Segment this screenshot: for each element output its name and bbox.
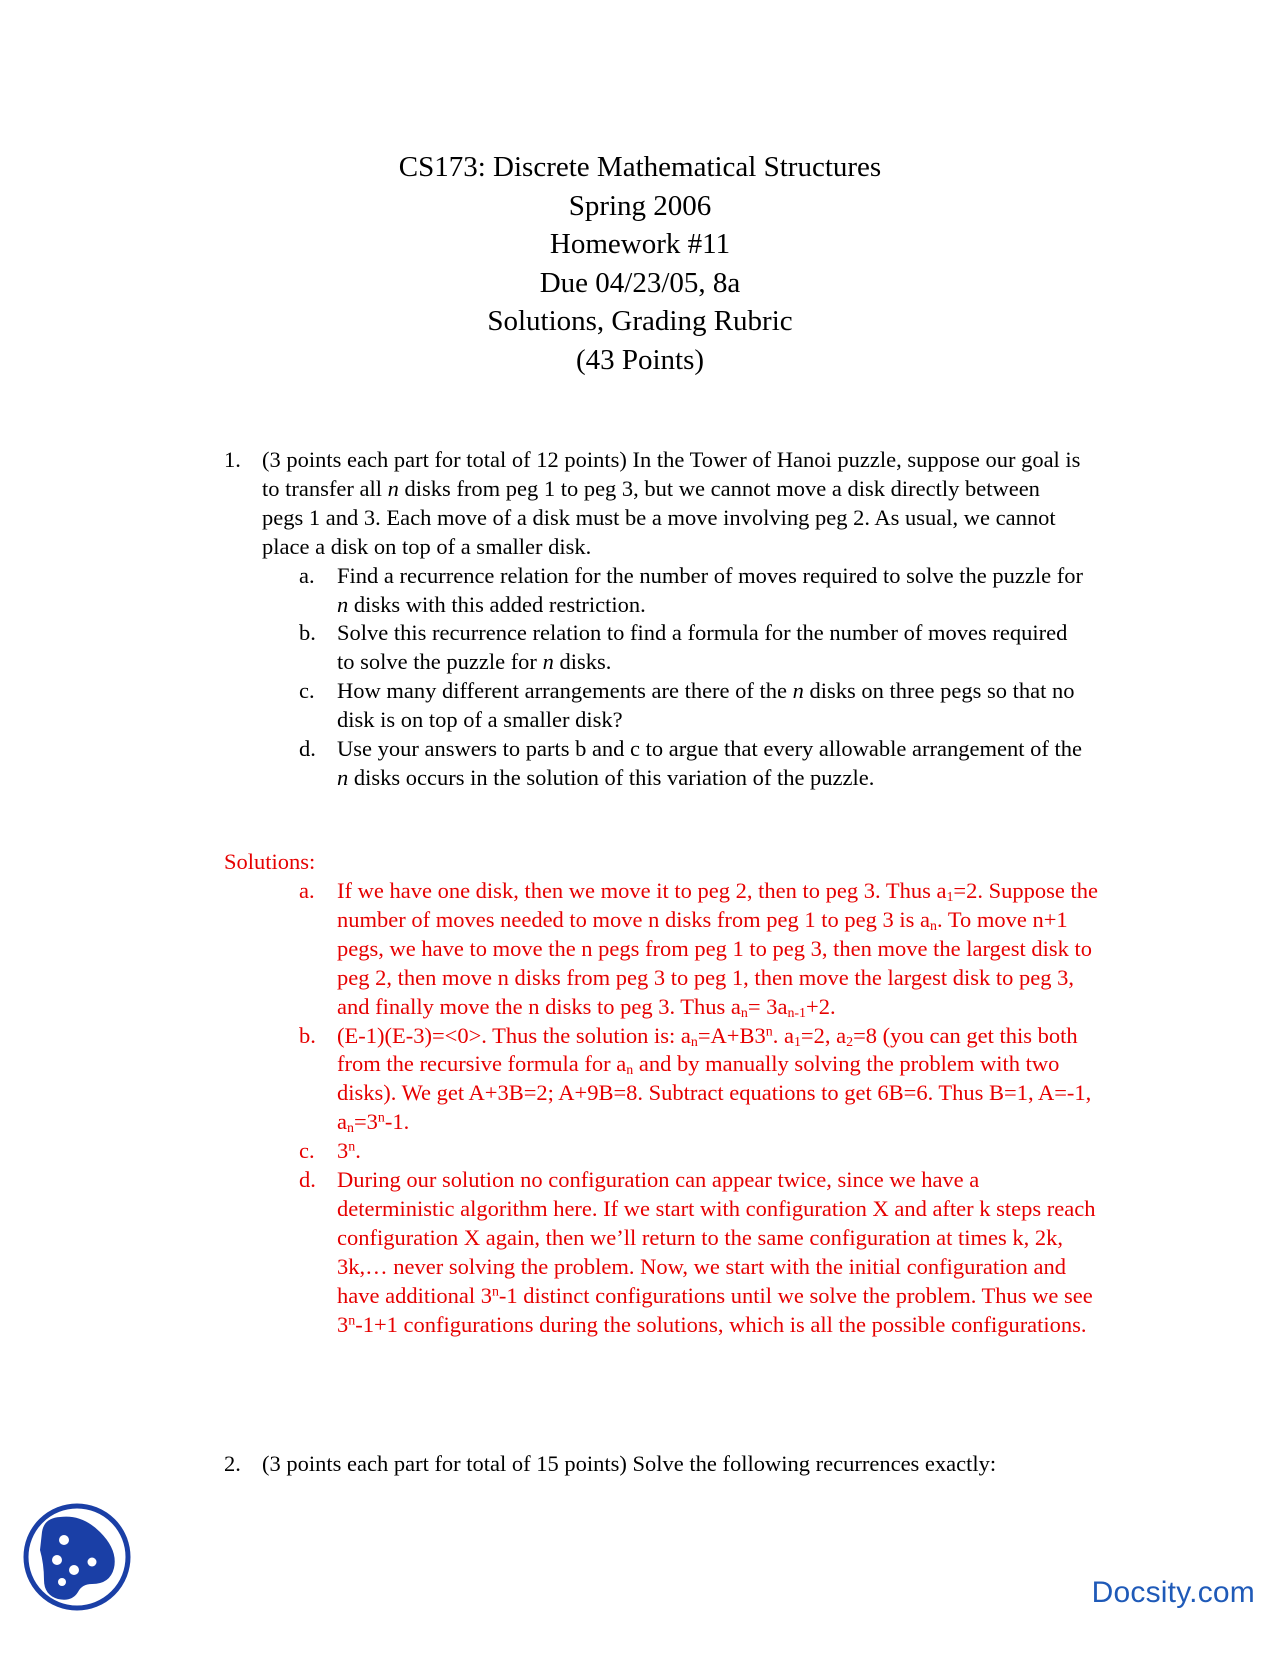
term: Spring 2006 [568,189,712,222]
problem-number: 2. [224,1451,241,1476]
part-a: a. Find a recurrence relation for the number of moves required to solve the puzzle for n disks with this added restriction. [299,562,1083,617]
problem-number: 1. [224,447,241,472]
solution-d: d. During our solution no configuration can appear twice, since we have a deterministic algorithm here. If we start with configuration X and after k steps reach configuration X again, then we’ll return to the same configuration at times k, 2k, 3k,… never solving the problem. Now, we start with the initial configuration and have additional 3$^n$-1 distinct configurations until we solve the problem. Thus we see $3^n-1+1$ configurations during the solutions, which is all the possible configurations. [299,1167,1096,1337]
problem-1 [224,446,1084,793]
solution-a: a. If we have one disk, then we move it to peg 2, then to peg 3. Thus $a_1=2$. Suppose the number of moves needed to move n disks from peg 1 to peg 3 is $a_n$. To move n+1 pegs, we have to move the n pegs from peg 1 to peg 3, then move the largest disk to peg 2, then move n disks from peg 3 to peg 1, then move the largest disk to peg 3, and finally move the n disks to peg 3. Thus $a_n= 3a_{n-1}+2$. [299,878,1098,1021]
part-b: b. Solve this recurrence relation to find a formula for the number of moves required to solve the puzzle for n disks. [299,620,1068,675]
document-title [0,148,1280,379]
solution-c: c. 3$^n$. [299,1138,361,1164]
solutions-list [299,877,1099,1340]
subtitle: Solutions, Grading Rubric [487,305,793,337]
course-title: CS173: Discrete Mathematical Structures [398,151,882,183]
solution-b: b. (E-1)(E-3)=<0>. Thus the solution is: $a_n=A+B3^n$. $a_1=2$, $a_2=8$ (you can get this both from the recursive formula for $a_n$ and by manually solving the problem with two disks). We get A+3B=2; A+9B=8. Subtract equations to get 6B=6. Thus B=1, A=-1, $a_n=3^n-1$. [299,1022,1092,1137]
docsity-logo-icon [22,1502,132,1612]
part-d: d. Use your answers to parts b and c to argue that every allowable arrangement of the n disks occurs in the solution of this variation of the puzzle. [299,736,1082,790]
homework-number: Homework #11 [549,228,731,260]
docsity-brand: Docsity.com [1091,1576,1255,1609]
total-points: (43 Points) [575,343,705,376]
problem-2-statement: (3 points each part for total of 15 points) Solve the following recurrences exactly: [262,1451,997,1476]
part-c: c. How many different arrangements are there of the n disks on three pegs so that no disk is on top of a smaller disk? [299,678,1075,733]
solutions-heading: Solutions: [224,849,316,874]
due-date: Due 04/23/05, 8a [539,266,741,299]
problem-1-parts [299,562,1084,793]
problem-2 [224,1450,1124,1479]
problem-1-statement: (3 points each part for total of 12 points) In the Tower of Hanoi puzzle, suppose our goal is to transfer all n disks from peg 1 to peg 3, but we cannot move a disk directly between pegs 1 and 3. Each move of a disk must be a move involving peg 2. As usual, we cannot place a disk on top of a smaller disk. [262,447,1081,559]
